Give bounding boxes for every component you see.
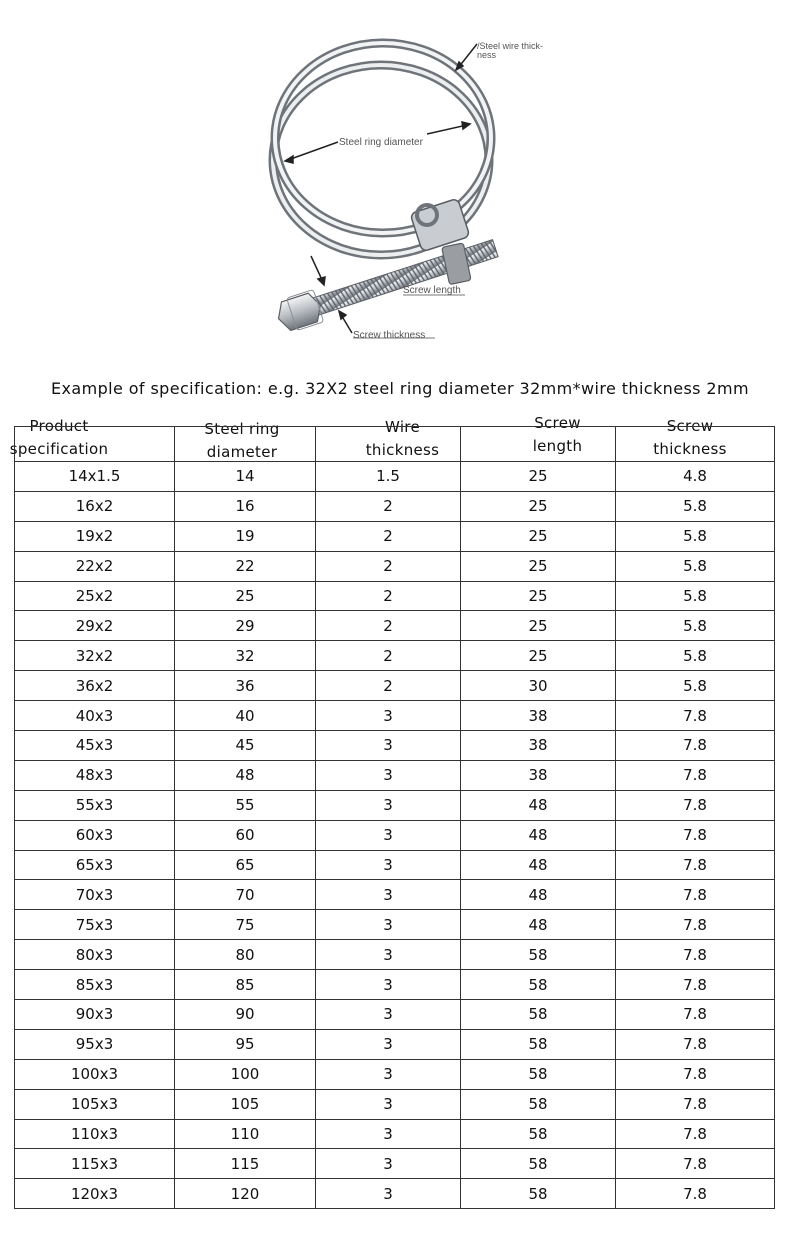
screw-length-cell: 58 [461, 940, 616, 970]
product-spec-cell: 40x3 [15, 701, 175, 731]
screw-length-cell: 58 [461, 970, 616, 1000]
wire-thickness-cell: 3 [316, 760, 461, 790]
ring-diameter-cell: 115 [175, 1149, 316, 1179]
screw-length-cell: 25 [461, 521, 616, 551]
ring-diameter-cell: 60 [175, 820, 316, 850]
screw-length-cell: 58 [461, 1000, 616, 1030]
table-row [15, 641, 775, 671]
ring-diameter-cell: 70 [175, 880, 316, 910]
table-row [15, 1029, 775, 1059]
table-row [15, 850, 775, 880]
screw-thickness-cell: 7.8 [616, 1000, 775, 1030]
wire-thickness-cell: 3 [316, 790, 461, 820]
header-cell [175, 427, 316, 462]
wire-thickness-cell: 3 [316, 701, 461, 731]
screw-thickness-cell: 7.8 [616, 790, 775, 820]
ring-diameter-cell: 14 [175, 462, 316, 492]
screw-length-cell: 25 [461, 551, 616, 581]
table-row [15, 701, 775, 731]
product-spec-cell: 25x2 [15, 581, 175, 611]
screw-length-cell: 58 [461, 1119, 616, 1149]
header-line: Screw [534, 414, 581, 432]
ring-diameter-cell: 55 [175, 790, 316, 820]
table-row [15, 790, 775, 820]
table-row [15, 880, 775, 910]
ring-diameter-cell: 29 [175, 611, 316, 641]
wire-thickness-cell: 3 [316, 910, 461, 940]
product-spec-cell: 65x3 [15, 850, 175, 880]
wire-thickness-cell: 1.5 [316, 462, 461, 492]
header-line: Product [29, 417, 89, 435]
table-row [15, 462, 775, 492]
screw-length-cell: 38 [461, 731, 616, 761]
screw-thickness-cell: 7.8 [616, 760, 775, 790]
wire-thickness-cell: 2 [316, 671, 461, 701]
ring-diameter-cell: 95 [175, 1029, 316, 1059]
table-row [15, 671, 775, 701]
screw-length-cell: 48 [461, 790, 616, 820]
screw [273, 232, 500, 335]
header-cell [616, 427, 775, 462]
screw-thickness-cell: 7.8 [616, 701, 775, 731]
wire-thickness-cell: 2 [316, 611, 461, 641]
product-spec-cell: 70x3 [15, 880, 175, 910]
product-spec-cell: 75x3 [15, 910, 175, 940]
wire-thickness-callout: /Steel wire thick-ness [477, 41, 544, 60]
product-spec-cell: 36x2 [15, 671, 175, 701]
product-spec-cell: 32x2 [15, 641, 175, 671]
header-line: Wire [385, 418, 420, 436]
table-row [15, 581, 775, 611]
table-row [15, 940, 775, 970]
ring-diameter-cell: 120 [175, 1179, 316, 1209]
wire-thickness-cell: 3 [316, 880, 461, 910]
screw-thickness-cell: 7.8 [616, 1089, 775, 1119]
screw-length-cell: 58 [461, 1089, 616, 1119]
wire-thickness-cell: 2 [316, 641, 461, 671]
screw-length-cell: 48 [461, 850, 616, 880]
screw-thickness-cell: 7.8 [616, 940, 775, 970]
ring-diameter-cell: 100 [175, 1059, 316, 1089]
screw-length-callout: Screw length [403, 285, 461, 296]
screw-length-cell: 25 [461, 491, 616, 521]
screw-length-cell: 25 [461, 641, 616, 671]
screw-thickness-cell: 5.8 [616, 581, 775, 611]
product-spec-cell: 55x3 [15, 790, 175, 820]
product-spec-cell: 90x3 [15, 1000, 175, 1030]
screw-thickness-cell: 4.8 [616, 462, 775, 492]
ring-diameter-cell: 19 [175, 521, 316, 551]
screw-length-cell: 38 [461, 701, 616, 731]
ring-diameter-cell: 45 [175, 731, 316, 761]
spec-table [14, 426, 775, 1209]
ring-diameter-callout: Steel ring diameter [339, 137, 423, 148]
wire-thickness-cell: 3 [316, 1119, 461, 1149]
screw-thickness-cell: 7.8 [616, 820, 775, 850]
ring-diameter-cell: 25 [175, 581, 316, 611]
wire-thickness-cell: 3 [316, 1149, 461, 1179]
ring-diameter-cell: 40 [175, 701, 316, 731]
screw-length-cell: 58 [461, 1029, 616, 1059]
screw-length-cell: 58 [461, 1149, 616, 1179]
product-spec-cell: 19x2 [15, 521, 175, 551]
wire-thickness-cell: 3 [316, 1179, 461, 1209]
ring-diameter-cell: 65 [175, 850, 316, 880]
table-row [15, 521, 775, 551]
ring-diameter-cell: 36 [175, 671, 316, 701]
table-row [15, 1179, 775, 1209]
screw-thickness-cell: 5.8 [616, 491, 775, 521]
header-line: thickness [653, 440, 727, 458]
ring-diameter-cell: 32 [175, 641, 316, 671]
screw-length-cell: 25 [461, 611, 616, 641]
screw-thickness-cell: 7.8 [616, 731, 775, 761]
header-line: Steel ring [204, 420, 280, 438]
product-spec-cell: 105x3 [15, 1089, 175, 1119]
product-spec-cell: 100x3 [15, 1059, 175, 1089]
table-row [15, 491, 775, 521]
product-spec-cell: 29x2 [15, 611, 175, 641]
ring-diameter-cell: 22 [175, 551, 316, 581]
screw-length-cell: 48 [461, 910, 616, 940]
screw-length-cell: 30 [461, 671, 616, 701]
screw-length-cell: 38 [461, 760, 616, 790]
table-row [15, 760, 775, 790]
header-line: diameter [206, 443, 278, 461]
wire-thickness-cell: 2 [316, 551, 461, 581]
wire-thickness-cell: 3 [316, 1089, 461, 1119]
ring-diameter-cell: 16 [175, 491, 316, 521]
screw-thickness-cell: 7.8 [616, 1179, 775, 1209]
wire-thickness-cell: 3 [316, 731, 461, 761]
screw-thickness-cell: 5.8 [616, 671, 775, 701]
ring-diameter-cell: 48 [175, 760, 316, 790]
table-header-row [15, 427, 775, 462]
screw-length-cell: 58 [461, 1059, 616, 1089]
wire-thickness-cell: 2 [316, 491, 461, 521]
screw-thickness-callout: Screw thickness [353, 330, 426, 341]
table-row [15, 611, 775, 641]
product-spec-cell: 115x3 [15, 1149, 175, 1179]
screw-thickness-cell: 7.8 [616, 1119, 775, 1149]
header-line: Screw [666, 417, 714, 435]
product-spec-cell: 110x3 [15, 1119, 175, 1149]
header-line: length [532, 437, 583, 455]
header-cell [316, 427, 461, 462]
spec-table-body [15, 462, 775, 1209]
table-row [15, 1059, 775, 1089]
header-cell [15, 427, 175, 462]
screw-thickness-cell: 7.8 [616, 910, 775, 940]
ring-diameter-cell: 80 [175, 940, 316, 970]
product-spec-cell: 60x3 [15, 820, 175, 850]
screw-length-cell: 48 [461, 820, 616, 850]
spec-example-caption: Example of specification: e.g. 32X2 steel ring diameter 32mm*wire thickness 2mm [51, 379, 749, 398]
wire-thickness-cell: 2 [316, 581, 461, 611]
product-spec-cell: 14x1.5 [15, 462, 175, 492]
screw-thickness-cell: 7.8 [616, 880, 775, 910]
header-line: thickness [365, 441, 440, 459]
wire-thickness-cell: 3 [316, 970, 461, 1000]
product-spec-cell: 48x3 [15, 760, 175, 790]
product-spec-cell: 85x3 [15, 970, 175, 1000]
table-row [15, 1119, 775, 1149]
table-row [15, 970, 775, 1000]
screw-thickness-cell: 7.8 [616, 970, 775, 1000]
screw-length-cell: 48 [461, 880, 616, 910]
screw-thickness-cell: 5.8 [616, 611, 775, 641]
ring-diameter-cell: 75 [175, 910, 316, 940]
wire-thickness-cell: 3 [316, 1059, 461, 1089]
wire-thickness-cell: 3 [316, 940, 461, 970]
screw-thickness-cell: 7.8 [616, 1149, 775, 1179]
product-spec-cell: 16x2 [15, 491, 175, 521]
header-line: specification [9, 440, 109, 458]
product-spec-cell: 80x3 [15, 940, 175, 970]
table-row [15, 1149, 775, 1179]
table-row [15, 1089, 775, 1119]
wire-thickness-cell: 3 [316, 1029, 461, 1059]
screw-thickness-cell: 5.8 [616, 521, 775, 551]
ring-diameter-cell: 110 [175, 1119, 316, 1149]
wire-thickness-cell: 3 [316, 850, 461, 880]
table-row [15, 820, 775, 850]
ring-diameter-cell: 90 [175, 1000, 316, 1030]
screw-thickness-cell: 5.8 [616, 551, 775, 581]
screw-length-cell: 25 [461, 462, 616, 492]
screw-thickness-cell: 7.8 [616, 1029, 775, 1059]
product-spec-cell: 95x3 [15, 1029, 175, 1059]
screw-thickness-cell: 5.8 [616, 641, 775, 671]
ring-diameter-cell: 105 [175, 1089, 316, 1119]
table-row [15, 551, 775, 581]
ring-diameter-cell: 85 [175, 970, 316, 1000]
screw-thickness-cell: 7.8 [616, 850, 775, 880]
hose-clamp-illustration [255, 30, 575, 360]
screw-length-cell: 25 [461, 581, 616, 611]
product-spec-cell: 22x2 [15, 551, 175, 581]
wire-thickness-cell: 3 [316, 1000, 461, 1030]
wire-thickness-cell: 3 [316, 820, 461, 850]
table-row [15, 731, 775, 761]
wire-thickness-cell: 2 [316, 521, 461, 551]
product-spec-cell: 120x3 [15, 1179, 175, 1209]
product-spec-cell: 45x3 [15, 731, 175, 761]
table-row [15, 1000, 775, 1030]
table-row [15, 910, 775, 940]
screw-length-cell: 58 [461, 1179, 616, 1209]
header-cell [461, 427, 616, 462]
screw-thickness-cell: 7.8 [616, 1059, 775, 1089]
